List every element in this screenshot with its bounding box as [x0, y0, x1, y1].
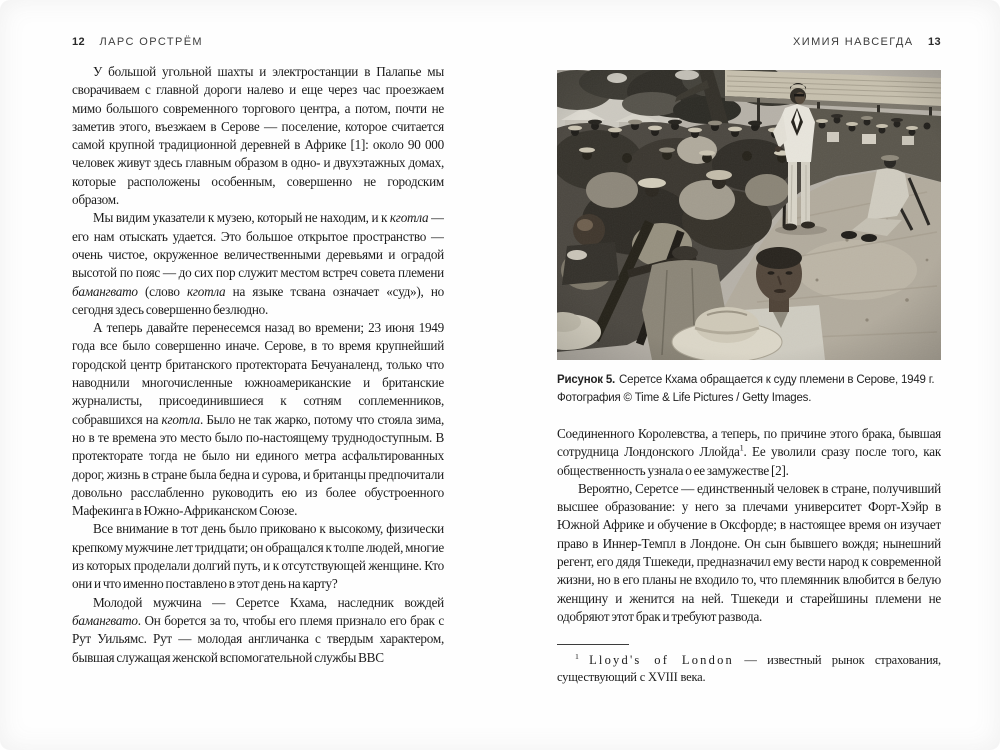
left-running-title: ЛАРС ОРСТРЁМ [99, 36, 203, 48]
right-running-title: ХИМИЯ НАВСЕГДА [793, 36, 914, 48]
footnote-text: $^1$ Lloyd's of London — известный рынок страхования, существующий с XVIII века. [557, 651, 941, 684]
left-page-number: 12 [72, 36, 86, 48]
paragraph: Молодой мужчина — Серетсе Кхама, наследник вождей бамангвато. Он борется за то, чтобы его племя признало его брак с Рут Уильямс. Рут — молодая англичанка с твердым характером, бывшая служащая женской вспомогательной службы ВВС [72, 594, 444, 665]
right-running-head [793, 36, 941, 48]
paragraph: У большой угольной шахты и электростанции в Палапье мы сворачиваем с главной дороги налево и еще через час проезжаем мимо большого современного торгового центра, а потом, почти не заметив этого, въезжаем в Серове — поселение, которое считается самой крупной традиционной деревней в Африке [1]: около 90 000 человек живут здесь главным образом в одно- и двухэтажных домах, которые расположены особенным, совершенно не городским образом. [72, 64, 444, 208]
paragraph: Вероятно, Серетсе — единственный человек в стране, получивший высшее образование: у него за плечами университет Форт-Хэйр в Южной Африке и обучение в Оксфорде; в настоящее время он изучает право в Иннер-Темпл в Лондоне. Он сын бывшего вождя; нынешний регент, его дядя Тшекеди, предназначил ему вести народ к современной жизни, но в его планы не входило то, что племянник влюбится в белую женщину и женится на ней. Тшекеди и старейшины племени не одобряют этот брак и требуют развода. [557, 480, 941, 624]
left-running-head [72, 36, 203, 48]
figure-caption-label: Рисунок 5. [557, 374, 616, 386]
left-page-text-column [72, 63, 444, 711]
figure-photo [557, 70, 941, 360]
right-page-text-column [557, 425, 941, 641]
footnote [557, 644, 941, 685]
paragraph: А теперь давайте перенесемся назад во времени; 23 июня 1949 года все было совершенно иначе. Серове, в то время крупнейший городской центр британского протектората Бечуаналенд, только что наводнили многочисленные южноамериканские и британские журналисты, присоединившиеся к сотням соплеменников, собравшихся на кготла. Было не так жарко, потому что стояла зима, но в те времена это место было по-настоящему труднодоступным. В протекторате тогда не было ни единого метра асфальтированных дорог, жизнь в стране была бедна и сурова, и британцы предпочитали довольно расслабленно руководить ею из более обустроенного Мафекинга в Южно-Африканском Союзе. [72, 320, 444, 519]
figure-caption-text: Серетсе Кхама обращается к суду племени в Серове, 1949 г. Фотография © Time & Life Pictures / Getty Images. [557, 374, 935, 404]
right-page-number: 13 [927, 36, 941, 48]
paragraph: Мы видим указатели к музею, который не находим, и к кготла — его нам отыскать удается. Это большое открытое пространство — очень чистое, окруженное величественными деревьями и оградой высотой по пояс — до сих пор служит местом встреч совета племени бамангвато (слово кготла на языке тсвана означает «суд»), но сегодня здесь совершенно безлюдно. [72, 210, 444, 317]
figure-caption [557, 371, 941, 407]
figure-photo-illustration [557, 70, 941, 360]
paragraph: Соединенного Королевства, а теперь, по причине этого брака, бывшая сотрудница Лондонского Ллойда$^1$. Ее уволили сразу после того, как общественность узнала о ее замужестве [2]. [557, 426, 941, 478]
footnote-rule [557, 644, 629, 645]
paragraph: Все внимание в тот день было приковано к высокому, физически крепкому мужчине лет тридцати; он обращался к толпе людей, многие из которых проделали долгий путь, и к отсутствующей женщине. Кто они и что именно поставлено в этот день на карту? [72, 521, 444, 592]
